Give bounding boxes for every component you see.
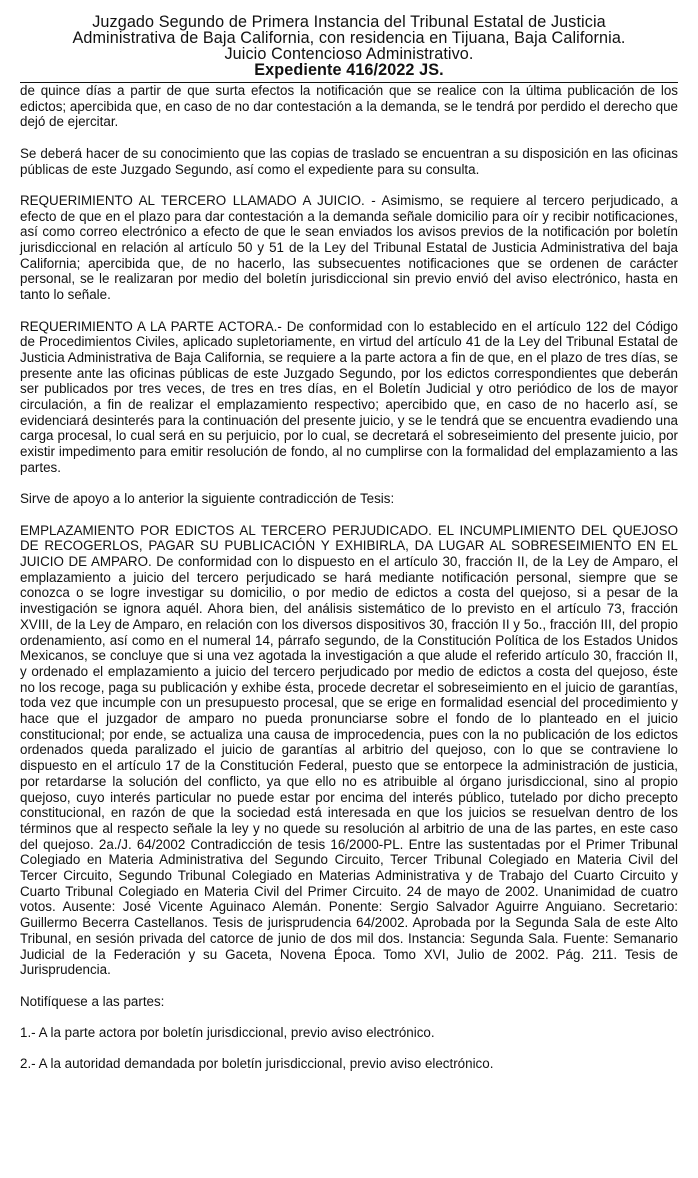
paragraph-jurisprudence-thesis: EMPLAZAMIENTO POR EDICTOS AL TERCERO PERJUDICADO. EL INCUMPLIMIENTO DEL QUEJOSO DE RECOGERLOS, PAGAR SU PUBLICACIÓN Y EXHIBIRLA, DA LUGAR AL SOBRESEIMIENTO EN EL JUICIO DE AMPARO. De conformidad con lo dispuesto en el artículo 30, fracción II, de la Ley de Amparo, el emplazamiento a juicio del tercero perjudicado se hará mediante notificación personal, siempre que se conozca o se logre investigar su domicilio, o por medio de edictos a costa del quejoso, si a pesar de la investigación se ignora aquél. Ahora bien, del análisis sistemático de lo previsto en el artículo 73, fracción XVIII, de la Ley de Amparo, en relación con los diversos dispositivos 30, fracción II y 5o., fracción III, del propio ordenamiento, así como en el numeral 14, párrafo segundo, de la Constitución Política de los Estados Unidos Mexicanos, se concluye que si una vez agotada la investigación a que alude el referido artículo 30, fracción II, y ordenado el emplazamiento a juicio del tercero perjudicado por medio de edictos a costa del quejoso, éste no los recoge, paga su publicación y exhibe ésta, procede decretar el sobreseimiento en el juicio de garantías, toda vez que incumple con un presupuesto procesal, que se erige en formalidad esencial del procedimiento y hace que el juzgador de amparo no pueda pronunciarse sobre el fondo de lo planteado en el juicio constitucional; por ende, se actualiza una causa de improcedencia, pues con la no publicación de los edictos ordenados queda paralizado el juicio de garantías al arbitrio del quejoso, con lo que se contraviene lo dispuesto en el artículo 17 de la Constitución Federal, puesto que se entorpece la administración de justicia, por retardarse la solución del conflicto, ya que ello no es atribuible al órgano jurisdiccional, sino al propio quejoso, cuyo interés particular no puede estar por encima del interés público, tutelado por dicho precepto constitucional, en razón de que la sociedad está interesada en que los juicios se resuelvan dentro de los términos que al respecto señale la ley y no quede su resolución al arbitrio de una de las partes, en este caso del quejoso. 2a./J. 64/2002 Contradicción de tesis 16/2000-PL. Entre las sustentadas por el Primer Tribunal Colegiado en Materia Administrativa del Segundo Circuito, Tercer Tribunal Colegiado en Materia Civil del Tercer Circuito, Segundo Tribunal Colegiado en Materias Administrativa y de Trabajo del Cuarto Circuito y Cuarto Tribunal Colegiado en Materia Civil del Primer Circuito. 24 de mayo de 2002. Unanimidad de cuatro votos. Ausente: José Vicente Aguinaco Alemán. Ponente: Sergio Salvador Aguirre Anguiano. Secretario: Guillermo Becerra Castellanos. Tesis de jurisprudencia 64/2002. Aprobada por la Segunda Sala de este Alto Tribunal, en sesión privada del catorce de junio de dos mil dos. Instancia: Segunda Sala. Fuente: Semanario Judicial de la Federación y su Gaceta, Novena Época. Tomo XVI, Julio de 2002. Pág. 211. Tesis de Jurisprudencia. xyxy=(20,522,678,978)
paragraph-notify-plaintiff: 1.- A la parte actora por boletín jurisdiccional, previo aviso electrónico. xyxy=(20,1025,435,1041)
document-header xyxy=(20,14,678,78)
document-body xyxy=(20,83,678,1072)
paragraph-notify-parties: Notifíquese a las partes: xyxy=(20,993,165,1009)
paragraph-copies-available: Se deberá hacer de su conocimiento que las copias de traslado se encuentran a su disposición en las oficinas públicas de este Juzgado Segundo, así como el expediente para su consulta. xyxy=(20,145,678,177)
header-court-line-2: Administrativa de Baja California, con residencia en Tijuana, Baja California. xyxy=(72,29,626,47)
paragraph-response-term: de quince días a partir de que surta efectos la notificación que se realice con la última publicación de los edictos; apercibida que, en caso de no dar contestación a la demanda, se le tendrá por perdido el derecho que dejó de ejercitar. xyxy=(20,83,678,130)
header-case-type: Juicio Contencioso Administrativo. xyxy=(224,45,474,63)
paragraph-plaintiff-requirement: REQUERIMIENTO A LA PARTE ACTORA.- De conformidad con lo establecido en el artículo 122 del Código de Procedimientos Civiles, aplicado supletoriamente, en virtud del artículo 41 de la Ley del Tribunal Estatal de Justicia Administrativa de Baja California, se requiere a la parte actora a fin de que, en el plazo de tres días, se presente ante las oficinas públicas de este Juzgado Segundo, por los edictos correspondientes que deberán ser publicados por tres veces, de tres en tres días, en el Boletín Judicial y otro periódico de los de mayor circulación, a fin de realizar el emplazamiento respectivo; apercibido que, en caso de no hacerlo así, se evidenciará desinterés para la continuación del presente juicio, y se le tendrá que se encuentra evadiendo una carga procesal, lo cual será en su perjuicio, por lo cual, se decretará el sobreseimiento del presente juicio, por existir impedimento para emitir resolución de fondo, al no cumplirse con la formalidad del emplazamiento a las partes. xyxy=(20,318,678,475)
paragraph-third-party-requirement: REQUERIMIENTO AL TERCERO LLAMADO A JUICIO. - Asimismo, se requiere al tercero perjudicado, a efecto de que en el plazo para dar contestación a la demanda señale domicilio para oír y recibir notificaciones, así como correo electrónico a efecto de que le sean enviados los avisos previos de la notificación por boletín jurisdiccional en relación al artículo 50 y 51 de la Ley del Tribunal Estatal de Justicia Administrativa del baja California; apercibida que, de no hacerlo, las subsecuentes notificaciones que se ordenen de carácter personal, se le realizaran por medio del boletín jurisdiccional sin previo envió del aviso electrónico, hasta en tanto lo señale. xyxy=(20,192,678,303)
paragraph-notify-authority: 2.- A la autoridad demandada por boletín jurisdiccional, previo aviso electrónico. xyxy=(20,1056,494,1072)
header-court-line-1: Juzgado Segundo de Primera Instancia del Tribunal Estatal de Justicia xyxy=(92,13,606,31)
paragraph-thesis-intro: Sirve de apoyo a lo anterior la siguiente contradicción de Tesis: xyxy=(20,491,395,507)
header-case-number: Expediente 416/2022 JS. xyxy=(254,61,444,79)
